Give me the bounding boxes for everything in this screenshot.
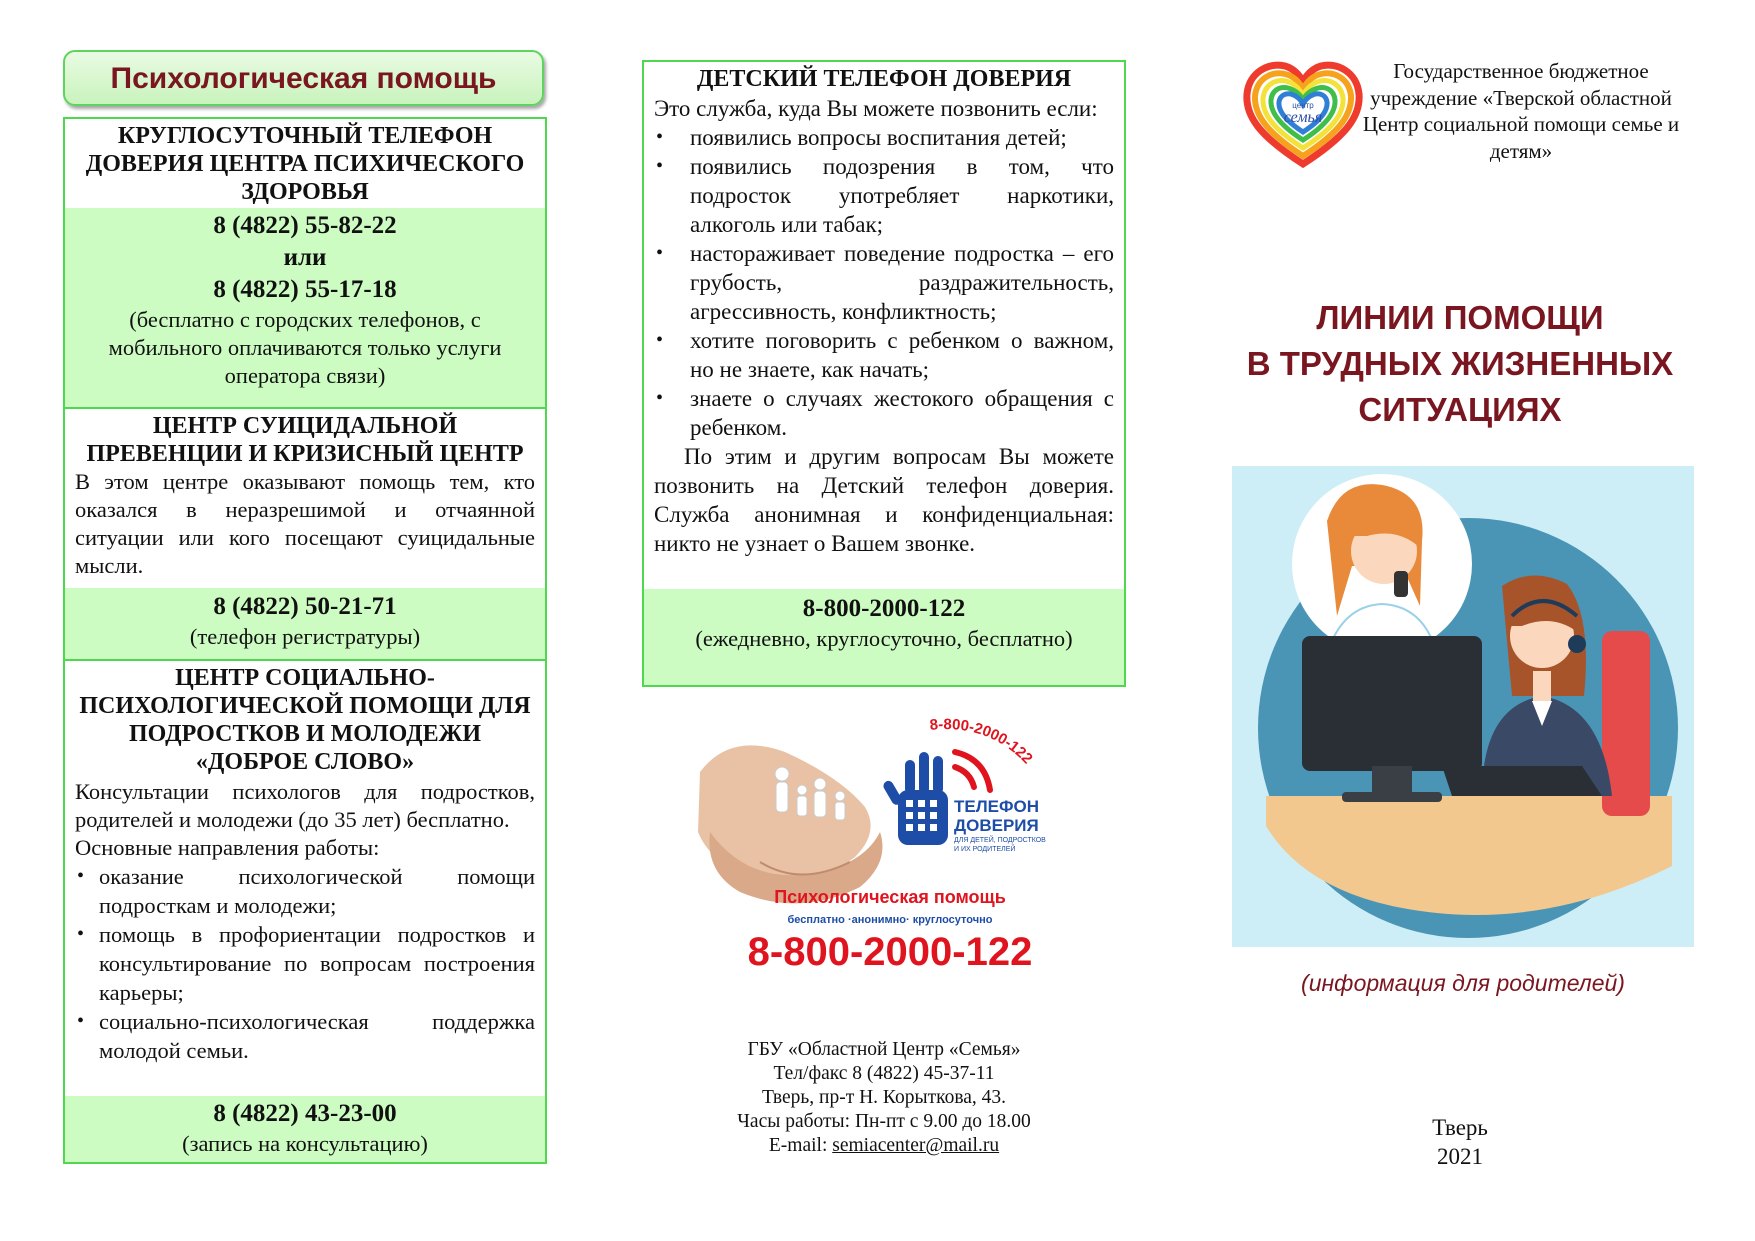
- child-hotline-contacts: [644, 589, 1124, 685]
- hotline-phone-2: 8 (4822) 55-17-18: [213, 276, 397, 303]
- contacts-hours: Часы работы: Пн-пт с 9.00 до 18.00: [737, 1111, 1031, 1132]
- hands-icon: [698, 745, 883, 903]
- contacts-phone: Тел/факс 8 (4822) 45-37-11: [773, 1063, 995, 1084]
- list-item: • оказание психологической помощи подросткам и молодежи;: [99, 862, 535, 920]
- kind-word-contacts: [65, 1096, 545, 1162]
- list-item: • настораживает поведение подростка – его грубость, раздражительность, агрессивность, конфликтность;: [690, 239, 1114, 326]
- child-hotline-heading: ДЕТСКИЙ ТЕЛЕФОН ДОВЕРИЯ: [696, 66, 1072, 92]
- list-item: • появились вопросы воспитания детей;: [690, 123, 1114, 152]
- child-hotline-phone: 8-800-2000-122: [802, 595, 966, 622]
- kind-word-directions: Основные направления работы:: [75, 835, 380, 860]
- suicide-prevention-text: В этом центре оказывают помощь тем, кто оказался в неразрешимой и отчаянной ситуации или кого посещают суицидальные мысли.: [75, 469, 535, 578]
- poster-brand-small2: И ИХ РОДИТЕЛЕЙ: [954, 846, 1016, 853]
- call-center-icon: [1232, 466, 1694, 947]
- poster-phone: 8-800-2000-122: [747, 930, 1033, 974]
- brochure-title-line3: СИТУАЦИЯХ: [1358, 391, 1562, 428]
- kind-word-note: (запись на консультацию): [182, 1131, 428, 1156]
- poster-title: Психологическая помощь: [774, 887, 1006, 907]
- list-item: • знаете о случаях жестокого обращения с ребенком.: [690, 384, 1114, 442]
- list-item: • социально-психологическая поддержка молодой семьи.: [99, 1007, 535, 1065]
- poster-brand-line1: ТЕЛЕФОН: [954, 797, 1039, 816]
- list-item: • помощь в профориентации подростков и консультирование по вопросам построения карьеры;: [99, 920, 535, 1007]
- contacts-block: [642, 1038, 1126, 1158]
- phone-hand-icon: [882, 752, 948, 845]
- brochure-title: [1225, 295, 1695, 433]
- signal-icon: [955, 752, 990, 790]
- poster-brand-small1: ДЛЯ ДЕТЕЙ, ПОДРОСТКОВ: [954, 837, 1046, 844]
- kind-word-text: Консультации психологов для подростков, родителей и молодежи (до 35 лет) бесплатно.: [75, 779, 535, 832]
- hotline-note: (бесплатно с городских телефонов, с мобильного оплачиваются только услуги оператора связи): [108, 307, 502, 388]
- list-item: • появились подозрения в том, что подросток употребляет наркотики, алкоголь или табак;: [690, 152, 1114, 239]
- child-hotline-intro: Это служба, куда Вы можете позвонить если:: [654, 96, 1098, 121]
- audience-note: (информация для родителей): [1301, 970, 1625, 996]
- suicide-prevention-contacts: [65, 588, 545, 665]
- brochure-title-line1: ЛИНИИ ПОМОЩИ: [1316, 299, 1604, 336]
- contacts-org: ГБУ «Областной Центр «Семья»: [747, 1039, 1021, 1060]
- keypad-icon: [906, 800, 937, 831]
- hotline-heading: КРУГЛОСУТОЧНЫЙ ТЕЛЕФОН ДОВЕРИЯ ЦЕНТРА ПСИХИЧЕСКОГО ЗДОРОВЬЯ: [85, 123, 525, 205]
- suicide-prevention-card: [63, 407, 547, 661]
- child-hotline-list: [644, 123, 1124, 442]
- kind-word-card: [63, 659, 547, 1164]
- contacts-address: Тверь, пр-т Н. Корыткова, 43.: [761, 1087, 1007, 1108]
- hotline-poster: [690, 712, 1080, 982]
- list-item: • хотите поговорить с ребенком о важном, но не знаете, как начать;: [690, 326, 1114, 384]
- contacts-email-row: [642, 1134, 1126, 1158]
- heart-logo-icon: [1243, 60, 1363, 170]
- operator-illustration: [1232, 466, 1694, 947]
- city-year: [1380, 1113, 1540, 1171]
- brochure-title-line2: В ТРУДНЫХ ЖИЗНЕННЫХ: [1246, 345, 1674, 382]
- suicide-prevention-phone: 8 (4822) 50-21-71: [213, 593, 397, 620]
- suicide-prevention-heading: ЦЕНТР СУИЦИДАЛЬНОЙ ПРЕВЕНЦИИ И КРИЗИСНЫЙ ЦЕНТР: [86, 413, 524, 467]
- poster-graphic: [690, 712, 1080, 982]
- section-title: Психологическая помощь: [63, 50, 544, 106]
- suicide-prevention-note: (телефон регистратуры): [189, 624, 421, 649]
- city: Тверь: [1432, 1115, 1488, 1140]
- email-link[interactable]: semiacenter@mail.ru: [832, 1135, 1000, 1156]
- year: 2021: [1437, 1144, 1483, 1169]
- poster-subtitle: бесплатно ·анонимно· круглосуточно: [787, 914, 993, 926]
- poster-brand-line2: ДОВЕРИЯ: [954, 816, 1039, 835]
- hotline-phone-1: 8 (4822) 55-82-22: [213, 212, 397, 239]
- family-center-logo: [1243, 60, 1363, 170]
- svg-text:8-800-2000-122: [929, 716, 1036, 767]
- hotline-contacts: [65, 208, 545, 412]
- child-hotline-outro: По этим и другим вопросам Вы можете позвонить на Детский телефон доверия. Служба анонимная и конфиденциальная: никто не узнает о Вашем звонке.: [654, 444, 1114, 556]
- organization-name: Государственное бюджетное учреждение «Тверской областной Центр социальной помощи семье и детям»: [1362, 59, 1680, 163]
- hotline-or: или: [283, 244, 327, 271]
- child-hotline-card: [642, 60, 1126, 687]
- poster-arc-number: 8-800-2000-122: [928, 716, 1036, 768]
- kind-word-list: [65, 862, 545, 1065]
- email-label: E-mail:: [768, 1135, 833, 1156]
- hotline-card: [63, 117, 547, 409]
- kind-word-phone: 8 (4822) 43-23-00: [213, 1100, 397, 1127]
- child-hotline-note: (ежедневно, круглосуточно, бесплатно): [695, 626, 1073, 651]
- logo-small-text: центр: [1292, 101, 1314, 110]
- kind-word-heading: ЦЕНТР СОЦИАЛЬНО-ПСИХОЛОГИЧЕСКОЙ ПОМОЩИ ДЛЯ ПОДРОСТКОВ И МОЛОДЕЖИ «ДОБРОЕ СЛОВО»: [79, 665, 531, 775]
- logo-word: семья: [1283, 109, 1323, 126]
